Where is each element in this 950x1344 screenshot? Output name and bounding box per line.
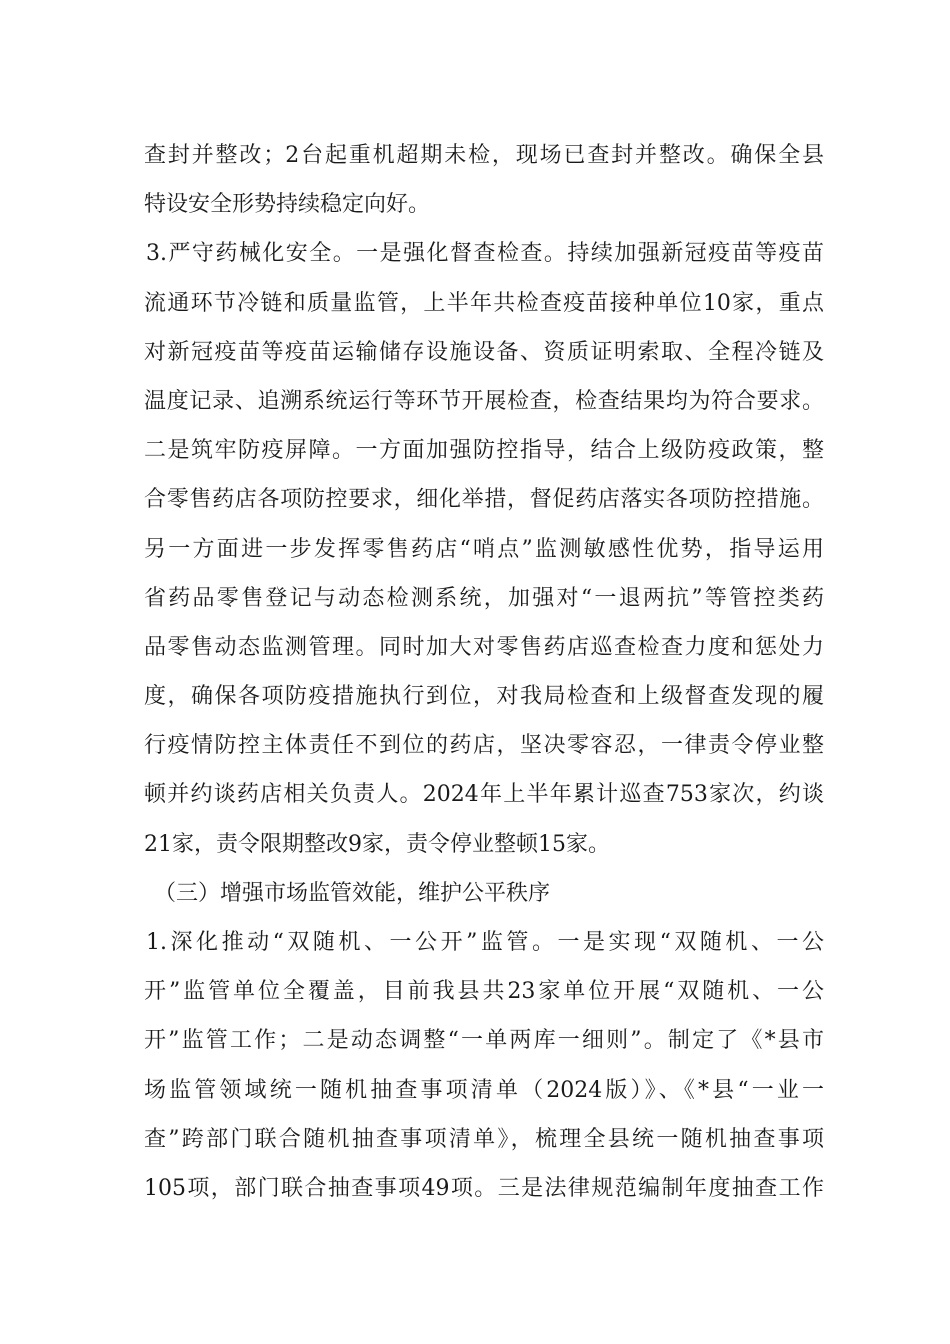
text-line: 开”监管单位全覆盖，目前我县共23家单位开展“双随机、一公 [144,979,824,1005]
text-line: 开”监管工作；二是动态调整“一单两库一细则”。制定了《*县市 [144,1028,824,1054]
section-item-heading: 3.严守药械化安全。一是强化督查检查。持续加强新冠疫苗等疫苗 [146,241,824,267]
text-line: 温度记录、追溯系统运行等环节开展检查，检查结果均为符合要求。 [144,388,824,414]
text-line: 二是筑牢防疫屏障。一方面加强防控指导，结合上级防疫政策，整 [144,438,824,464]
text-line: 品零售动态监测管理。同时加大对零售药店巡查检查力度和惩处力 [144,634,824,660]
text-line: 对新冠疫苗等疫苗运输储存设施设备、资质证明索取、全程冷链及 [144,339,824,365]
text-line: 特设安全形势持续稳定向好。 [144,192,431,218]
text-line: 顿并约谈药店相关负责人。2024年上半年累计巡查753家次，约谈 [144,782,824,808]
section-heading: （三）增强市场监管效能，维护公平秩序 [154,880,551,906]
section-item-heading: 1.深化推动“双随机、一公开”监管。一是实现“双随机、一公 [146,930,824,955]
text-line: 另一方面进一步发挥零售药店“哨点”监测敏感性优势，指导运用 [144,536,824,562]
text-line: 查”跨部门联合随机抽查事项清单》，梳理全县统一随机抽查事项 [144,1126,824,1152]
text-line: 流通环节冷链和质量监管，上半年共检查疫苗接种单位10家，重点 [144,290,824,316]
text-line: 21家，责令限期整改9家，责令停业整顿15家。 [144,831,610,857]
text-line: 合零售药店各项防控要求，细化举措，督促药店落实各项防控措施。 [144,487,824,513]
text-line: 查封并整改；2台起重机超期未检，现场已查封并整改。确保全县 [144,143,824,168]
text-line: 行疫情防控主体责任不到位的药店，坚决零容忍，一律责令停业整 [144,733,824,759]
text-line: 度，确保各项防疫措施执行到位，对我局检查和上级督查发现的履 [144,684,824,710]
document-body [144,131,824,1213]
text-line: 105项，部门联合抽查事项49项。三是法律规范编制年度抽查工作 [144,1175,824,1201]
text-line: 省药品零售登记与动态检测系统，加强对“一退两抗”等管控类药 [144,585,824,611]
text-line: 场监管领域统一随机抽查事项清单（2024版）》、《*县“一业一 [144,1077,824,1103]
